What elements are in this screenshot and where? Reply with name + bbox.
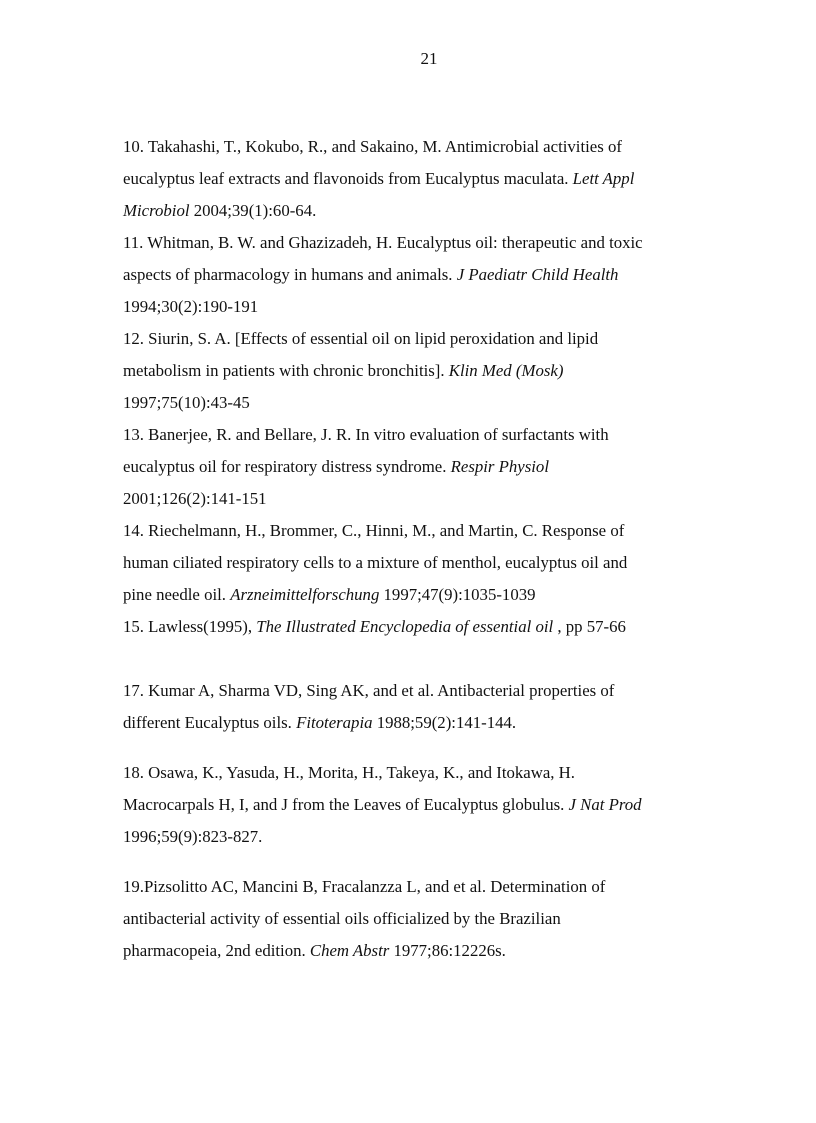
reference-citation: , pp 57-66 [553,617,626,636]
reference-item [123,323,733,419]
reference-line [123,163,733,195]
reference-item [123,757,733,853]
reference-text: 12. Siurin, S. A. [Effects of essential oil on lipid peroxidation and lipid [123,329,599,348]
reference-line [123,483,733,515]
reference-item [123,871,733,967]
reference-text: 10. Takahashi, T., Kokubo, R., and Sakaino, M. Antimicrobial activities of [123,137,622,156]
journal-name: Arzneimittelforschung [230,585,380,604]
reference-line [123,871,733,903]
reference-item [123,419,733,515]
reference-line [123,259,733,291]
reference-text: 18. Osawa, K., Yasuda, H., Morita, H., Takeya, K., and Itokawa, H. [123,763,575,782]
reference-line [123,419,733,451]
journal-name: Chem Abstr [309,941,390,960]
reference-line [123,291,733,323]
reference-line [123,515,733,547]
reference-citation: 2001;126(2):141-151 [123,489,267,508]
reference-line [123,227,733,259]
reference-citation: 1997;47(9):1035-1039 [379,585,536,604]
reference-citation: 2004;39(1):60-64. [189,201,317,220]
journal-name: J Nat Prod [568,795,642,814]
reference-item [123,675,733,739]
reference-list [123,131,733,967]
journal-name: Microbiol [123,201,190,220]
reference-text: eucalyptus oil for respiratory distress syndrome. [123,457,451,476]
reference-line [123,707,733,739]
reference-line [123,547,733,579]
reference-line [123,903,733,935]
reference-line [123,323,733,355]
journal-name: Lett Appl [572,169,635,188]
spacer [123,643,733,675]
reference-citation: 1996;59(9):823-827. [123,827,263,846]
reference-item [123,131,733,227]
reference-text: Macrocarpals H, I, and J from the Leaves of Eucalyptus globulus. [123,795,569,814]
reference-line [123,935,733,967]
reference-citation: 1977;86:12226s. [389,941,506,960]
reference-line [123,789,733,821]
reference-citation: 1988;59(2):141-144. [372,713,517,732]
reference-line [123,579,733,611]
reference-citation: 1994;30(2):190-191 [123,297,259,316]
reference-text: antibacterial activity of essential oils officialized by the Brazilian [123,909,561,928]
reference-line [123,611,733,643]
reference-text: aspects of pharmacology in humans and animals. [123,265,457,284]
journal-name: Klin Med (Mosk) [448,361,564,380]
reference-citation: 1997;75(10):43-45 [123,393,250,412]
book-title: The Illustrated Encyclopedia of essential oil [256,617,554,636]
reference-text: eucalyptus leaf extracts and flavonoids from Eucalyptus maculata. [123,169,573,188]
reference-line [123,387,733,419]
reference-text: human ciliated respiratory cells to a mixture of menthol, eucalyptus oil and [123,553,628,572]
reference-text: pine needle oil. [123,585,231,604]
reference-item [123,611,733,643]
reference-text: 14. Riechelmann, H., Brommer, C., Hinni, M., and Martin, C. Response of [123,521,625,540]
reference-line [123,195,733,227]
reference-line [123,131,733,163]
page-number: 21 [420,49,438,68]
spacer [123,739,733,757]
reference-text: 17. Kumar A, Sharma VD, Sing AK, and et al. Antibacterial properties of [123,681,615,700]
reference-line [123,451,733,483]
reference-text: different Eucalyptus oils. [123,713,297,732]
reference-line [123,757,733,789]
reference-item [123,227,733,323]
reference-line [123,821,733,853]
reference-text: 19.Pizsolitto AC, Mancini B, Fracalanzza L, and et al. Determination of [123,877,606,896]
reference-text: pharmacopeia, 2nd edition. [123,941,310,960]
reference-item [123,515,733,611]
journal-name: Respir Physiol [450,457,549,476]
reference-text: 13. Banerjee, R. and Bellare, J. R. In vitro evaluation of surfactants with [123,425,609,444]
reference-text: metabolism in patients with chronic bronchitis]. [123,361,449,380]
journal-name: J Paediatr Child Health [456,265,619,284]
spacer [123,853,733,871]
reference-line [123,675,733,707]
reference-text: 11. Whitman, B. W. and Ghazizadeh, H. Eucalyptus oil: therapeutic and toxic [123,233,643,252]
reference-text: 15. Lawless(1995), [123,617,257,636]
journal-name: Fitoterapia [296,713,373,732]
reference-line [123,355,733,387]
